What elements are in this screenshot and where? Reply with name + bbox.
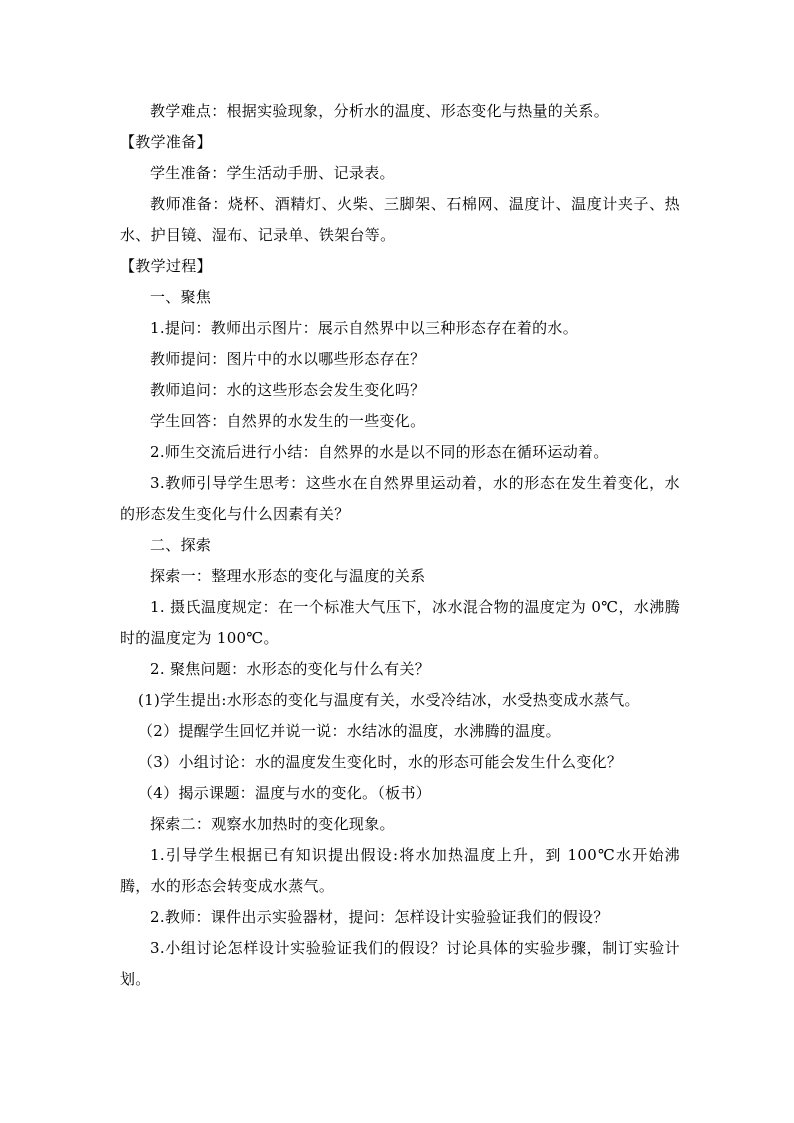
- document-body: [120, 96, 680, 995]
- paragraph-summary: 2.师生交流后进行小结：自然界的水是以不同的形态在循环运动着。: [150, 443, 609, 461]
- focus-question: 2. 聚焦问题：水形态的变化与什么有关？: [150, 660, 431, 678]
- section-heading-process: 【教学过程】: [120, 257, 212, 275]
- courseware-paragraph: 2.教师：课件出示实验器材，提问：怎样设计实验验证我们的假设？: [150, 908, 609, 926]
- item-3: （3）小组讨论：水的温度发生变化时，水的形态可能会发生什么变化？: [138, 753, 623, 771]
- student-preparation: 学生准备：学生活动手册、记录表。: [150, 164, 395, 182]
- item-4: （4）揭示课题：温度与水的变化。（板书）: [138, 784, 432, 802]
- paragraph-guide-thinking: 3.教师引导学生思考：这些水在自然界里运动着，水的形态在发生着变化，水的形态发生变化与什么因素有关？: [120, 474, 680, 523]
- explore-two-title: 探索二：观察水加热时的变化现象。: [150, 815, 395, 833]
- paragraph-ask: 1.提问：教师出示图片：展示自然界中以三种形态存在着的水。: [150, 319, 579, 337]
- paragraph-teacher-followup: 教师追问：水的这些形态会发生变化吗？: [150, 381, 426, 399]
- teaching-difficulty: 教学难点：根据实验现象，分析水的温度、形态变化与热量的关系。: [150, 102, 610, 120]
- paragraph-teacher-question: 教师提问：图片中的水以哪些形态存在？: [150, 350, 426, 368]
- explore-one-title: 探索一：整理水形态的变化与温度的关系: [150, 567, 426, 585]
- item-1: (1)学生提出:水形态的变化与温度有关，水受冷结冰，水受热变成水蒸气。: [138, 691, 640, 709]
- hypothesis-paragraph: 1.引导学生根据已有知识提出假设:将水加热温度上升，到 100℃水开始沸腾，水的形态会转变成水蒸气。: [120, 846, 680, 895]
- item-2: （2）提醒学生回忆并说一说：水结冰的温度，水沸腾的温度。: [138, 722, 561, 740]
- group-discussion-paragraph: 3.小组讨论怎样设计实验验证我们的假设？讨论具体的实验步骤，制订实验计划。: [120, 939, 680, 988]
- section-heading-preparation: 【教学准备】: [120, 133, 212, 151]
- teacher-preparation: 教师准备：烧杯、酒精灯、火柴、三脚架、石棉网、温度计、温度计夹子、热水、护目镜、湿布、记录单、铁架台等。: [120, 195, 680, 244]
- subheading-focus: 一、聚焦: [150, 288, 212, 306]
- celsius-definition: 1. 摄氏温度规定：在一个标准大气压下，冰水混合物的温度定为 0℃，水沸腾时的温度定为 100℃。: [120, 598, 680, 647]
- paragraph-student-answer: 学生回答：自然界的水发生的一些变化。: [150, 412, 426, 430]
- subheading-explore: 二、探索: [150, 536, 212, 554]
